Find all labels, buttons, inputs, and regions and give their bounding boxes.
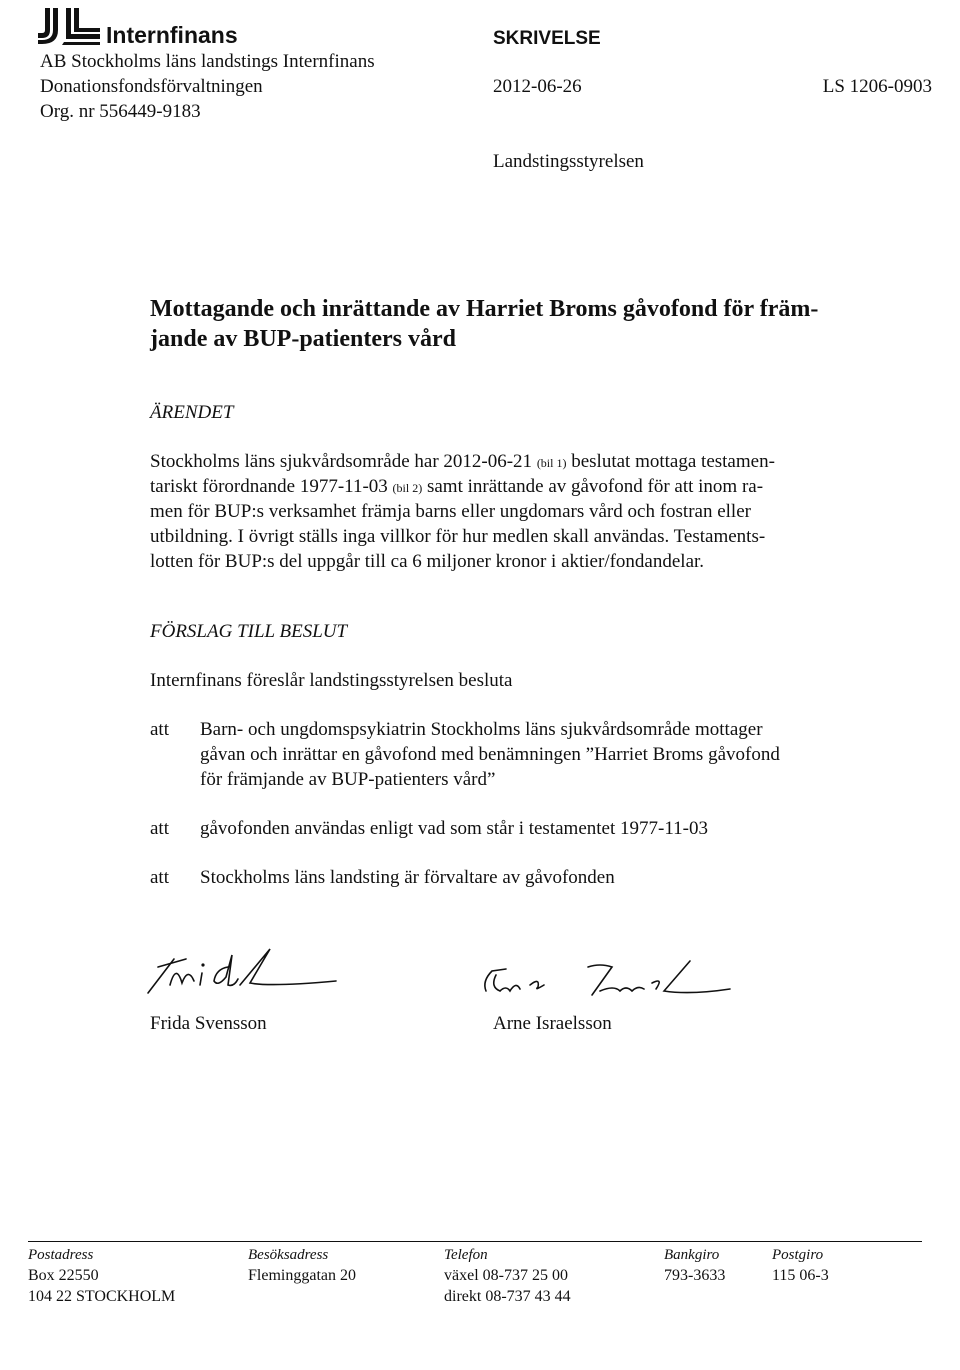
proposal-item-line: Stockholms läns landsting är förvaltare av gåvofonden xyxy=(200,867,615,888)
proposal-intro: Internfinans föreslår landstingsstyrelsen besluta xyxy=(150,670,513,691)
body-text: samt inrättande av gåvofond för att inom ra- xyxy=(426,476,764,497)
body-line xyxy=(150,451,775,473)
document-title-line: jande av BUP-patienters vård xyxy=(150,326,456,352)
body-line: lotten för BUP:s del uppgår till ca 6 miljoner kronor i aktier/fondandelar. xyxy=(150,551,705,572)
footer-label-postgiro: Postgiro xyxy=(772,1247,824,1263)
sender-line: Donationsfondsförvaltningen xyxy=(40,76,263,97)
proposal-item-line: Barn- och ungdomspsykiatrin Stockholms läns sjukvårdsområde mottager xyxy=(200,719,763,740)
signatory-name: Frida Svensson xyxy=(150,1013,267,1034)
signatory-name: Arne Israelsson xyxy=(493,1013,612,1034)
proposal-item-line: gåvofonden användas enligt vad som står i testamentet 1977-11-03 xyxy=(200,818,708,839)
attachment-ref: (bil 1) xyxy=(536,456,567,470)
footer-value: Fleminggatan 20 xyxy=(248,1267,356,1284)
footer-value: växel 08-737 25 00 xyxy=(444,1267,568,1284)
footer-value: 104 22 STOCKHOLM xyxy=(28,1288,176,1305)
attachment-ref: (bil 2) xyxy=(392,481,423,495)
section-heading-arendet: ÄRENDET xyxy=(150,402,234,423)
recipient: Landstingsstyrelsen xyxy=(493,151,644,172)
body-line: men för BUP:s verksamhet främja barns eller ungdomars vård och fostran eller xyxy=(150,501,751,522)
document-type: SKRIVELSE xyxy=(493,28,601,49)
footer-value: 115 06-3 xyxy=(772,1267,829,1284)
document-title-line: Mottagande och inrättande av Harriet Broms gåvofond för främ- xyxy=(150,296,819,322)
footer-label-postadress: Postadress xyxy=(28,1247,94,1263)
body-text: Stockholms läns sjukvårdsområde har 2012-06-21 xyxy=(150,451,533,472)
body-line xyxy=(150,476,763,498)
document-date: 2012-06-26 xyxy=(493,76,582,97)
proposal-item-label: att xyxy=(150,867,169,888)
proposal-item-label: att xyxy=(150,719,169,740)
footer-label-telefon: Telefon xyxy=(444,1247,488,1263)
company-logo-icon xyxy=(36,6,102,46)
company-name: Internfinans xyxy=(106,22,238,48)
section-heading-forslag: FÖRSLAG TILL BESLUT xyxy=(150,621,348,642)
proposal-item-line: för främjande av BUP-patienters vård” xyxy=(200,769,496,790)
footer-value: Box 22550 xyxy=(28,1267,99,1284)
footer-value: direkt 08-737 43 44 xyxy=(444,1288,571,1305)
proposal-item-line: gåvan och inrättar en gåvofond med benämningen ”Harriet Broms gåvofond xyxy=(200,744,780,765)
footer-divider xyxy=(28,1241,922,1242)
proposal-item-label: att xyxy=(150,818,169,839)
document-reference: LS 1206-0903 xyxy=(822,76,932,97)
sender-line: Org. nr 556449-9183 xyxy=(40,101,201,122)
sender-line: AB Stockholms läns landstings Internfinans xyxy=(40,51,375,72)
footer-value: 793-3633 xyxy=(664,1267,726,1284)
body-text: tariskt förordnande 1977-11-03 xyxy=(150,476,388,497)
footer-label-bankgiro: Bankgiro xyxy=(664,1247,720,1263)
body-text: beslutat mottaga testamen- xyxy=(571,451,775,472)
body-line: utbildning. I övrigt ställs inga villkor för hur medlen skall användas. Testaments- xyxy=(150,526,766,547)
signature-image xyxy=(140,945,350,1005)
footer-label-besoksadress: Besöksadress xyxy=(248,1247,329,1263)
signature-image xyxy=(480,955,740,1005)
